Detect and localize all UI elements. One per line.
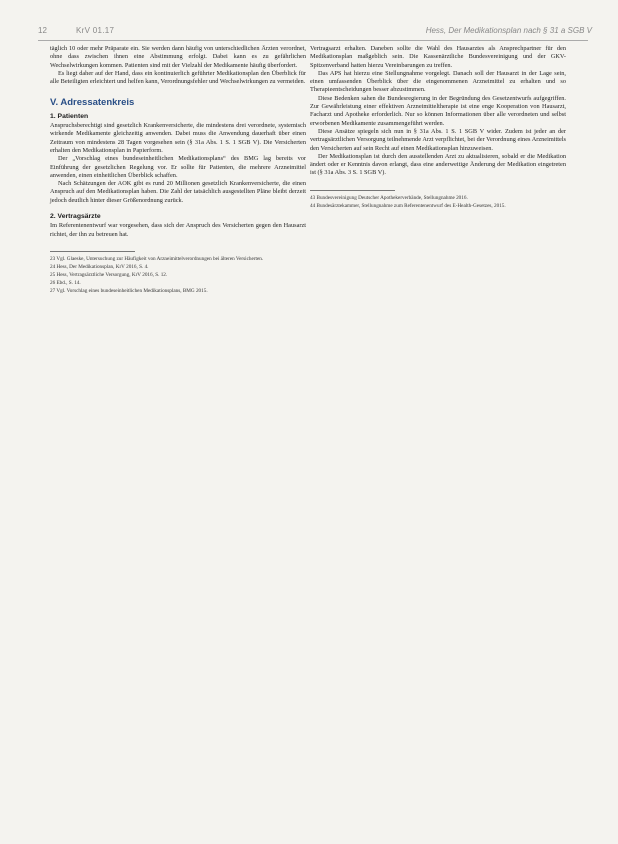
- footnote-divider: [50, 251, 135, 252]
- paragraph: Das APS hat hierzu eine Stellungnahme vorgelegt. Danach soll der Hausarzt in der Lage sein, einen umfassenden Überblick über die eingenommenen Arzneimittel zu erhalten und so Therapieentscheidungen besser abzustimmen.: [310, 69, 566, 94]
- subsection-heading: 1. Patienten: [50, 112, 89, 120]
- footnote: 43 Bundesvereinigung Deutscher Apothekerverbände, Stellungnahme 2016.: [310, 194, 468, 201]
- paragraph: Es liegt daher auf der Hand, dass ein kontinuierlich geführter Medikationsplan den Überblick für alle Beteiligten erleichtert und helfen kann, Verordnungsfehler und Wechselwirkungen zu vermeiden.: [50, 69, 306, 86]
- footnote: 25 Hess, Vertragsärztliche Versorgung, KrV 2016, S. 12.: [50, 271, 168, 278]
- page-number: 12: [38, 26, 47, 35]
- section-heading: V. Adressatenkreis: [50, 97, 135, 109]
- paragraph: täglich 10 oder mehr Präparate ein. Sie werden dann häufig von unterschiedlichen Ärzten verordnet, ohne dass zwischen ihnen eine Abstimmung erfolgt. Dabei kann es zu gefährlichen Wechselwirkungen kommen. Patienten sind mit der Vielzahl der Medikamente häufig überfordert.: [50, 45, 306, 69]
- paragraph: Der „Vorschlag eines bundeseinheitlichen Medikationsplans“ des BMG lag bereits vor Einführung der gesetzlichen Regelung vor. Er sollte für Patienten, die mehrere Arzneimittel anwenden, einen einheitlichen Überblick schaffen.: [50, 155, 306, 179]
- paragraph: Diese Ansätze spiegeln sich nun in § 31a Abs. 1 S. 1 SGB V wider. Zudem ist jeder an der vertragsärztlichen Versorgung teilnehmende Arzt verpflichtet, bei der Verordnung eines Arzneimittels den Versicherten auf sein Recht auf einen Medikationsplan hinzuweisen.: [310, 127, 566, 152]
- running-title: Hess, Der Medikationsplan nach § 31 a SGB V: [425, 26, 592, 35]
- paragraph: Im Referentenentwurf war vorgesehen, dass sich der Anspruch des Versicherten gegen den Hausarzt richtet, der ihn zu betreuen hat.: [50, 222, 306, 238]
- footnote-divider: [310, 190, 395, 191]
- header-divider: [38, 40, 588, 41]
- footnote: 27 Vgl. Vorschlag eines bundeseinheitlichen Medikationsplans, BMG 2015.: [50, 287, 208, 294]
- page-header: [38, 26, 592, 40]
- paragraph: Vertragsarzt erhalten. Daneben sollte die Wahl des Hausarztes als Ansprechpartner für den Medikationsplan maßgeblich sein. Die Kassenärztliche Bundesvereinigung und der GKV-Spitzenverband hatten hierzu Vereinbarungen zu treffen.: [310, 45, 566, 69]
- left-column: [50, 45, 306, 295]
- footnote: 26 Ebd., S. 14.: [50, 279, 81, 286]
- subsection-heading: 2. Vertragsärzte: [50, 213, 101, 221]
- footnote: 24 Hess, Der Medikationsplan, KrV 2016, S. 4.: [50, 263, 149, 270]
- journal-issue: KrV 01.17: [76, 26, 115, 35]
- paragraph: Anspruchsberechtigt sind gesetzlich Krankenversicherte, die mindestens drei verordnete, systemisch wirkende Medikamente gleichzeitig anwenden. Dabei muss die Anwendung dauerhaft über einen Zeitraum von mindestens 28 Tagen vorgesehen sein (§ 31a Abs. 1 S. 1 SGB V). Die Versicherten erhalten den Medikationsplan in Papierform.: [50, 122, 306, 154]
- paragraph: Diese Bedenken sahen die Bundesregierung in der Begründung des Gesetzentwurfs aufgegriffen. Zur Gewährleistung einer effektiven Arzneimitteltherapie ist eine enge Kooperation von Hausarzt, Facharzt und Apotheke erforderlich. Nur so können Informationen über alle verordneten und selbst erworbenen Medikamente zusammengeführt werden.: [310, 94, 566, 127]
- footnote: 44 Bundesärztekammer, Stellungnahme zum Referentenentwurf des E-Health-Gesetzes, 2015.: [310, 202, 506, 209]
- paragraph: Der Medikationsplan ist durch den ausstellenden Arzt zu aktualisieren, sobald er die Medikation ändert oder er Kenntnis davon erlangt, dass eine anderweitige Änderung der Medikation eingetreten ist (§ 31a Abs. 3 S. 1 SGB V).: [310, 152, 566, 177]
- paragraph: Nach Schätzungen der AOK gibt es rund 20 Millionen gesetzlich Krankenversicherte, die einen Anspruch auf den Medikationsplan haben. Die Zahl der tatsächlich ausgestellten Pläne bleibt derzeit jedoch deutlich hinter dieser Größenordnung zurück.: [50, 180, 306, 204]
- right-column: [310, 45, 566, 211]
- footnote: 23 Vgl. Glaeske, Untersuchung zur Häufigkeit von Arzneimittelverordnungen bei älteren Versicherten.: [50, 255, 264, 262]
